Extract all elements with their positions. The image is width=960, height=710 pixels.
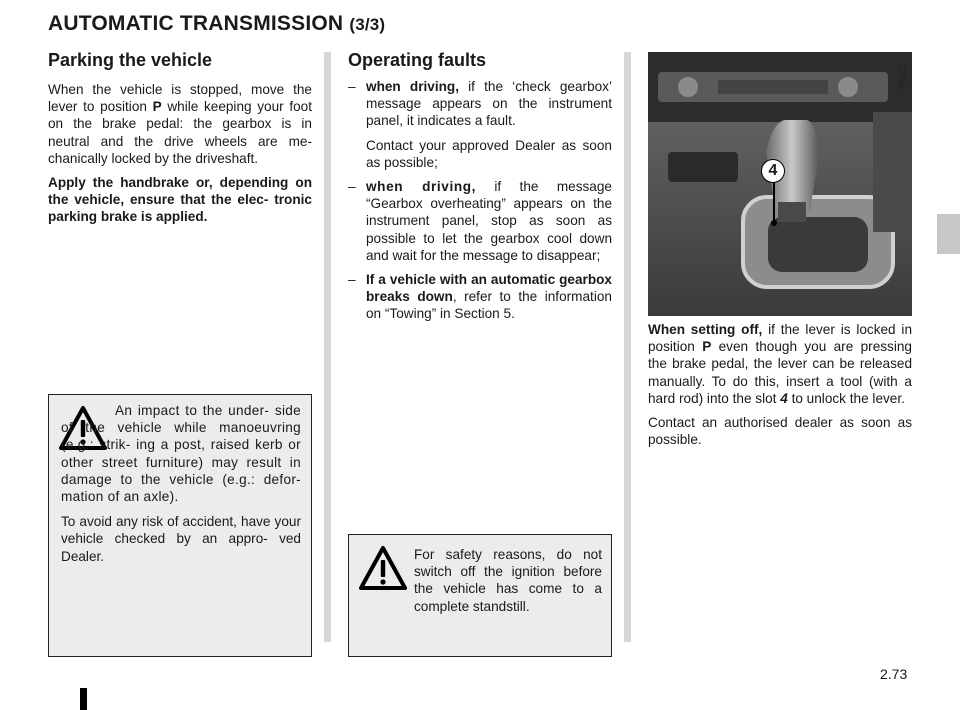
section-tab xyxy=(937,214,960,254)
warning-triangle-icon xyxy=(359,545,407,591)
crop-mark xyxy=(80,688,87,710)
photo-reference-code: 40021 xyxy=(897,64,907,90)
impact-warning-text: An impact to the under- side of the vehicle while manoeuvring (e.g.: strik- ing a post, raised kerb or other street furniture) may result in damage to the vehicle (e.g.: defor- mation of an axle). xyxy=(61,403,301,505)
fault-item-check-gearbox: – when driving, if the ‘check gearbox’ message appears on the instrument panel, it indicates a fault. Contact your approved Dealer as soon as possible; xyxy=(348,79,613,170)
column-divider-left xyxy=(324,52,331,642)
handbrake-note: Apply the handbrake or, depending on the vehicle, ensure that the elec- tronic parking brake is applied. xyxy=(48,175,312,225)
page-title-suffix: (3/3) xyxy=(349,15,386,34)
page-title: AUTOMATIC TRANSMISSION (3/3) xyxy=(48,12,386,35)
warning-box-impact xyxy=(48,394,312,657)
ignition-warning-text: For safety reasons, do not switch off the ignition before the vehicle has come to a complete standstill. xyxy=(414,547,602,614)
warning-box-ignition xyxy=(348,534,612,657)
faults-list xyxy=(348,78,612,323)
parking-section xyxy=(48,50,312,226)
contact-dealer-text: Contact an authorised dealer as soon as possible. xyxy=(648,415,912,448)
fault-item-overheating: – when driving, if the message “Gearbox overheating” appears on the instrument panel, stop as soon as possible to let the gearbox cool down and wait for the message to disappear; xyxy=(348,179,612,263)
fault-item-breakdown: – If a vehicle with an automatic gearbox breaks down, refer to the information on “Towing” in Section 5. xyxy=(348,272,612,322)
page-number: 2.73 xyxy=(880,666,908,682)
position-p: P xyxy=(152,99,162,115)
gear-lever-photo xyxy=(648,52,912,316)
faults-heading: Operating faults xyxy=(348,50,487,70)
faults-section xyxy=(348,50,612,330)
setting-off-paragraph: When setting off, if the lever is locked in position P even though you are pressing the brake pedal, the lever can be released manually. To do this, insert a tool (with a hard rod) into the slot 4 to unlock the lever. xyxy=(648,322,912,406)
setting-off-section xyxy=(648,321,912,448)
column-divider-right xyxy=(624,52,631,642)
parking-heading: Parking the vehicle xyxy=(48,50,213,70)
parking-paragraph: When the vehicle is stopped, move the lever to position P while keeping your foot on the brake pedal: the gearbox is in neutral and the drive wheels are me- chanically locked by the driveshaft. xyxy=(48,82,312,166)
callout-4: 4 xyxy=(761,159,785,183)
fault-contact-dealer: Contact your approved Dealer as soon as possible; xyxy=(366,137,612,170)
impact-check-text: To avoid any risk of accident, have your vehicle checked by an appro- ved Dealer. xyxy=(61,514,301,564)
